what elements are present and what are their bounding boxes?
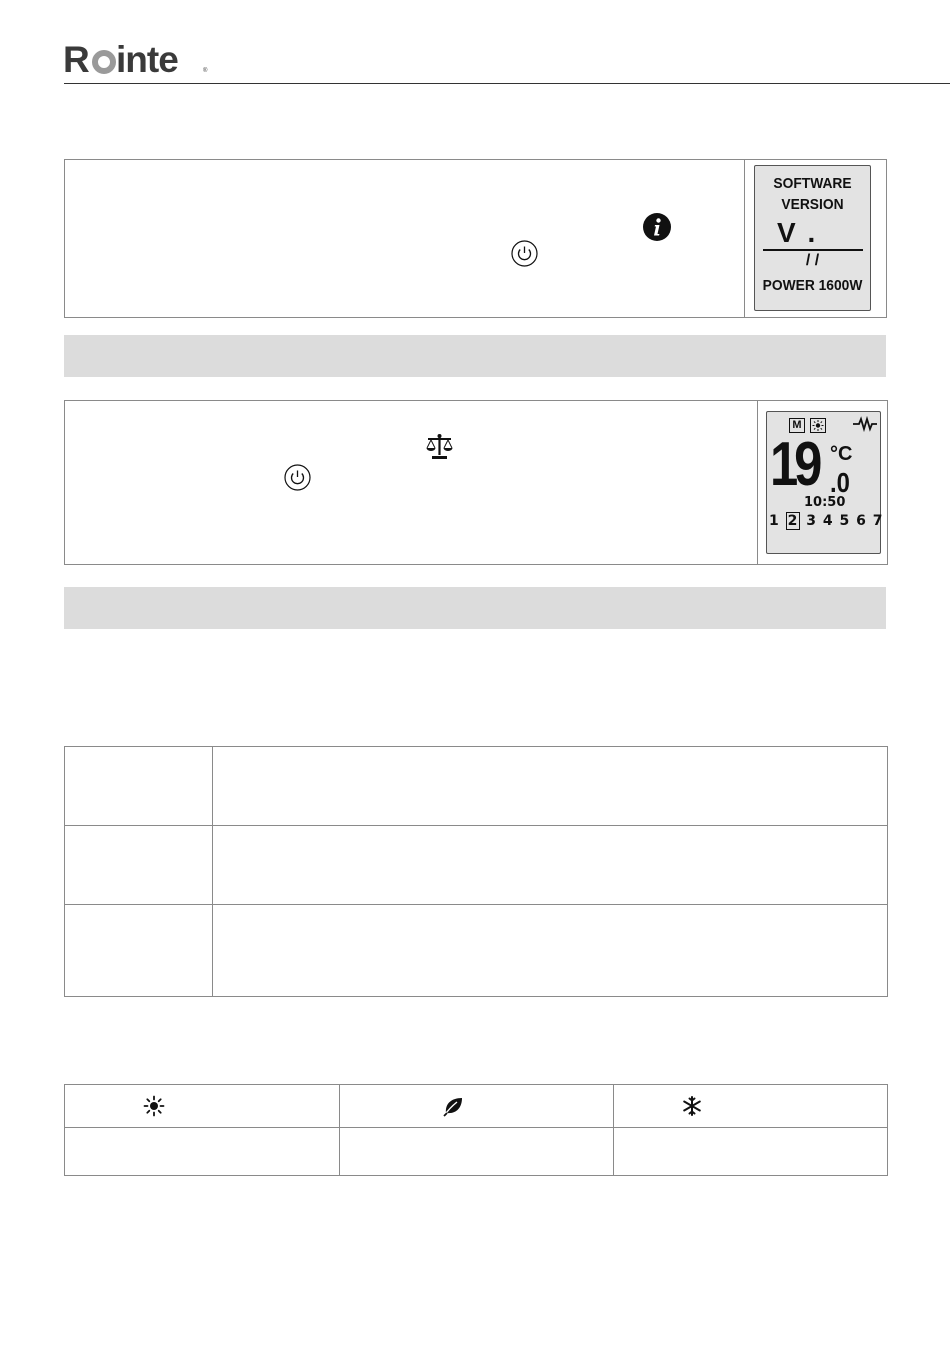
modes-table bbox=[64, 1084, 888, 1176]
rointe-logo bbox=[63, 42, 223, 80]
table-column-divider bbox=[212, 747, 213, 996]
svg-text:®: ® bbox=[203, 68, 208, 74]
power-icon bbox=[511, 240, 538, 267]
lcd-date: / / bbox=[805, 252, 820, 269]
lcd-version-label: VERSION bbox=[781, 196, 844, 213]
software-version-lcd bbox=[754, 165, 871, 311]
weekday: 6 bbox=[856, 513, 867, 529]
balance-scale-icon bbox=[425, 433, 454, 461]
weekday: 5 bbox=[839, 513, 851, 529]
weekday: 4 bbox=[822, 513, 834, 529]
lcd-temperature-decimal: .0 bbox=[830, 467, 850, 498]
header-rule bbox=[64, 83, 950, 84]
table-column-divider bbox=[339, 1085, 340, 1175]
settings-table bbox=[64, 746, 888, 997]
sun-icon bbox=[143, 1095, 165, 1117]
svg-text:inte: inte bbox=[116, 42, 178, 80]
table-row-divider bbox=[65, 1127, 887, 1128]
leaf-icon bbox=[442, 1095, 464, 1117]
lcd-clock: 10:50 bbox=[804, 495, 846, 510]
svg-text:R: R bbox=[63, 42, 89, 80]
snowflake-icon bbox=[681, 1095, 703, 1117]
power-icon bbox=[284, 464, 311, 491]
lcd-weekdays bbox=[769, 513, 884, 529]
column-divider bbox=[757, 401, 758, 564]
lcd-temperature: 19 bbox=[770, 430, 819, 499]
manual-mode-indicator: M bbox=[789, 418, 805, 433]
section-band bbox=[64, 587, 886, 629]
column-divider bbox=[744, 160, 745, 317]
weekday: 1 bbox=[769, 513, 780, 529]
main-display-box bbox=[64, 400, 888, 565]
weekday-selected: 2 bbox=[787, 513, 799, 529]
lcd-power: POWER 1600W bbox=[762, 277, 863, 294]
table-column-divider bbox=[613, 1085, 614, 1175]
software-version-box bbox=[64, 159, 887, 318]
lcd-temperature-unit: °C bbox=[830, 443, 853, 465]
lcd-version-number: V . bbox=[777, 217, 818, 248]
lcd-software-label: SOFTWARE bbox=[773, 175, 852, 192]
main-display-lcd bbox=[766, 411, 884, 554]
info-icon bbox=[642, 212, 672, 242]
weekday: 7 bbox=[872, 513, 884, 529]
lcd-rule bbox=[763, 249, 863, 251]
weekday: 3 bbox=[806, 513, 817, 529]
heating-pulse-icon bbox=[853, 416, 877, 432]
table-row-divider bbox=[65, 825, 887, 826]
section-band bbox=[64, 335, 886, 377]
table-row-divider bbox=[65, 904, 887, 905]
